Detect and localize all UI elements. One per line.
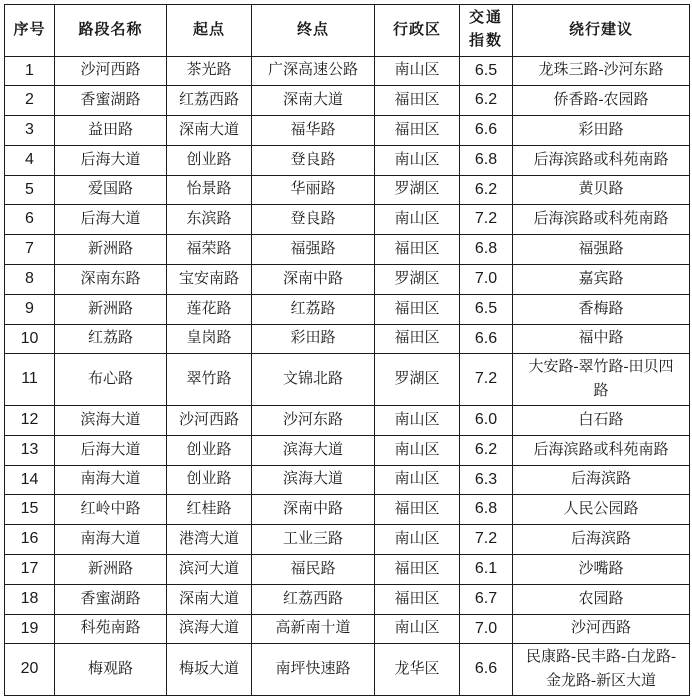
cell-index: 3: [5, 116, 55, 146]
cell-road: 红岭中路: [55, 495, 167, 525]
cell-end: 登良路: [252, 205, 375, 235]
cell-detour: 后海滨路: [513, 465, 690, 495]
cell-start: 东滨路: [167, 205, 252, 235]
cell-road: 益田路: [55, 116, 167, 146]
cell-district: 南山区: [375, 145, 460, 175]
cell-road: 后海大道: [55, 205, 167, 235]
cell-index: 2: [5, 86, 55, 116]
cell-traffic_index: 6.5: [460, 56, 513, 86]
cell-district: 罗湖区: [375, 175, 460, 205]
cell-traffic_index: 7.2: [460, 205, 513, 235]
table-row: [5, 554, 690, 584]
cell-road: 新洲路: [55, 235, 167, 265]
table-row: [5, 614, 690, 644]
cell-district: 福田区: [375, 584, 460, 614]
cell-road: 新洲路: [55, 554, 167, 584]
cell-road: 南海大道: [55, 465, 167, 495]
table-row: [5, 584, 690, 614]
cell-end: 深南中路: [252, 265, 375, 295]
cell-start: 深南大道: [167, 584, 252, 614]
cell-start: 红荔西路: [167, 86, 252, 116]
table-header: [5, 5, 690, 57]
cell-district: 龙华区: [375, 644, 460, 696]
cell-detour: 沙嘴路: [513, 554, 690, 584]
header-index: 序号: [5, 5, 55, 57]
cell-start: 红桂路: [167, 495, 252, 525]
cell-road: 滨海大道: [55, 405, 167, 435]
cell-end: 福民路: [252, 554, 375, 584]
cell-start: 滨海大道: [167, 614, 252, 644]
table-row: [5, 294, 690, 324]
cell-district: 福田区: [375, 235, 460, 265]
cell-detour: 后海滨路或科苑南路: [513, 435, 690, 465]
cell-detour: 彩田路: [513, 116, 690, 146]
table-row: [5, 56, 690, 86]
cell-district: 福田区: [375, 324, 460, 354]
cell-detour: 后海滨路或科苑南路: [513, 205, 690, 235]
cell-end: 红荔西路: [252, 584, 375, 614]
cell-district: 福田区: [375, 86, 460, 116]
cell-start: 怡景路: [167, 175, 252, 205]
cell-start: 沙河西路: [167, 405, 252, 435]
cell-detour: 人民公园路: [513, 495, 690, 525]
cell-start: 深南大道: [167, 116, 252, 146]
header-traffic-index: 交通指数: [460, 5, 513, 57]
cell-detour: 香梅路: [513, 294, 690, 324]
table-row: [5, 525, 690, 555]
cell-index: 8: [5, 265, 55, 295]
cell-start: 皇岗路: [167, 324, 252, 354]
table-row: [5, 175, 690, 205]
table-row: [5, 116, 690, 146]
table-row: [5, 465, 690, 495]
table-row: [5, 235, 690, 265]
cell-detour: 侨香路-农园路: [513, 86, 690, 116]
cell-district: 南山区: [375, 435, 460, 465]
cell-detour: 后海滨路: [513, 525, 690, 555]
cell-traffic_index: 6.2: [460, 435, 513, 465]
cell-district: 罗湖区: [375, 354, 460, 406]
cell-start: 创业路: [167, 465, 252, 495]
cell-end: 彩田路: [252, 324, 375, 354]
cell-index: 19: [5, 614, 55, 644]
cell-end: 滨海大道: [252, 435, 375, 465]
cell-road: 香蜜湖路: [55, 86, 167, 116]
cell-detour: 龙珠三路-沙河东路: [513, 56, 690, 86]
cell-traffic_index: 6.2: [460, 175, 513, 205]
cell-end: 滨海大道: [252, 465, 375, 495]
cell-index: 1: [5, 56, 55, 86]
cell-detour: 沙河西路: [513, 614, 690, 644]
cell-road: 科苑南路: [55, 614, 167, 644]
cell-road: 香蜜湖路: [55, 584, 167, 614]
cell-traffic_index: 6.8: [460, 495, 513, 525]
header-district: 行政区: [375, 5, 460, 57]
cell-district: 南山区: [375, 205, 460, 235]
cell-index: 11: [5, 354, 55, 406]
cell-detour: 嘉宾路: [513, 265, 690, 295]
cell-detour: 白石路: [513, 405, 690, 435]
cell-traffic_index: 6.2: [460, 86, 513, 116]
cell-detour: 福强路: [513, 235, 690, 265]
cell-traffic_index: 7.0: [460, 265, 513, 295]
cell-end: 广深高速公路: [252, 56, 375, 86]
header-start-point: 起点: [167, 5, 252, 57]
cell-detour: 农园路: [513, 584, 690, 614]
cell-traffic_index: 6.5: [460, 294, 513, 324]
cell-road: 深南东路: [55, 265, 167, 295]
cell-district: 福田区: [375, 294, 460, 324]
cell-traffic_index: 6.6: [460, 324, 513, 354]
cell-traffic_index: 6.7: [460, 584, 513, 614]
cell-traffic_index: 7.0: [460, 614, 513, 644]
cell-end: 文锦北路: [252, 354, 375, 406]
cell-index: 20: [5, 644, 55, 696]
cell-start: 港湾大道: [167, 525, 252, 555]
cell-traffic_index: 7.2: [460, 354, 513, 406]
cell-district: 南山区: [375, 405, 460, 435]
cell-index: 14: [5, 465, 55, 495]
cell-start: 创业路: [167, 435, 252, 465]
table-row: [5, 405, 690, 435]
cell-detour: 民康路-民丰路-白龙路-金龙路-新区大道: [513, 644, 690, 696]
cell-detour: 大安路-翠竹路-田贝四路: [513, 354, 690, 406]
cell-traffic_index: 6.3: [460, 465, 513, 495]
cell-index: 5: [5, 175, 55, 205]
cell-start: 福荣路: [167, 235, 252, 265]
header-end-point: 终点: [252, 5, 375, 57]
table-row: [5, 644, 690, 696]
cell-end: 登良路: [252, 145, 375, 175]
table-row: [5, 145, 690, 175]
road-traffic-table: [4, 4, 690, 696]
cell-end: 沙河东路: [252, 405, 375, 435]
cell-district: 南山区: [375, 614, 460, 644]
table-row: [5, 435, 690, 465]
cell-district: 南山区: [375, 525, 460, 555]
cell-start: 梅坂大道: [167, 644, 252, 696]
cell-start: 翠竹路: [167, 354, 252, 406]
cell-detour: 后海滨路或科苑南路: [513, 145, 690, 175]
cell-district: 罗湖区: [375, 265, 460, 295]
cell-index: 13: [5, 435, 55, 465]
cell-index: 6: [5, 205, 55, 235]
table-row: [5, 86, 690, 116]
cell-road: 红荔路: [55, 324, 167, 354]
header-road-name: 路段名称: [55, 5, 167, 57]
cell-end: 福华路: [252, 116, 375, 146]
cell-start: 宝安南路: [167, 265, 252, 295]
table-body: [5, 56, 690, 695]
cell-detour: 福中路: [513, 324, 690, 354]
cell-end: 福强路: [252, 235, 375, 265]
cell-end: 华丽路: [252, 175, 375, 205]
cell-index: 15: [5, 495, 55, 525]
cell-end: 工业三路: [252, 525, 375, 555]
cell-road: 新洲路: [55, 294, 167, 324]
cell-start: 创业路: [167, 145, 252, 175]
cell-road: 梅观路: [55, 644, 167, 696]
cell-start: 茶光路: [167, 56, 252, 86]
table-row: [5, 324, 690, 354]
cell-end: 南坪快速路: [252, 644, 375, 696]
cell-traffic_index: 6.1: [460, 554, 513, 584]
cell-district: 南山区: [375, 56, 460, 86]
cell-district: 南山区: [375, 465, 460, 495]
table-row: [5, 205, 690, 235]
cell-traffic_index: 6.6: [460, 644, 513, 696]
cell-road: 后海大道: [55, 435, 167, 465]
table-row: [5, 354, 690, 406]
cell-index: 7: [5, 235, 55, 265]
cell-district: 福田区: [375, 116, 460, 146]
cell-traffic_index: 6.8: [460, 235, 513, 265]
cell-district: 福田区: [375, 554, 460, 584]
cell-index: 12: [5, 405, 55, 435]
cell-road: 布心路: [55, 354, 167, 406]
cell-road: 爱国路: [55, 175, 167, 205]
cell-end: 高新南十道: [252, 614, 375, 644]
cell-traffic_index: 7.2: [460, 525, 513, 555]
cell-index: 18: [5, 584, 55, 614]
cell-road: 沙河西路: [55, 56, 167, 86]
table-row: [5, 265, 690, 295]
header-row: [5, 5, 690, 57]
cell-traffic_index: 6.6: [460, 116, 513, 146]
cell-index: 9: [5, 294, 55, 324]
cell-index: 17: [5, 554, 55, 584]
cell-traffic_index: 6.0: [460, 405, 513, 435]
cell-index: 10: [5, 324, 55, 354]
cell-start: 滨河大道: [167, 554, 252, 584]
cell-district: 福田区: [375, 495, 460, 525]
cell-index: 4: [5, 145, 55, 175]
cell-detour: 黄贝路: [513, 175, 690, 205]
cell-end: 深南大道: [252, 86, 375, 116]
cell-end: 深南中路: [252, 495, 375, 525]
header-detour-advice: 绕行建议: [513, 5, 690, 57]
cell-road: 后海大道: [55, 145, 167, 175]
cell-index: 16: [5, 525, 55, 555]
cell-start: 莲花路: [167, 294, 252, 324]
table-row: [5, 495, 690, 525]
cell-end: 红荔路: [252, 294, 375, 324]
cell-traffic_index: 6.8: [460, 145, 513, 175]
cell-road: 南海大道: [55, 525, 167, 555]
